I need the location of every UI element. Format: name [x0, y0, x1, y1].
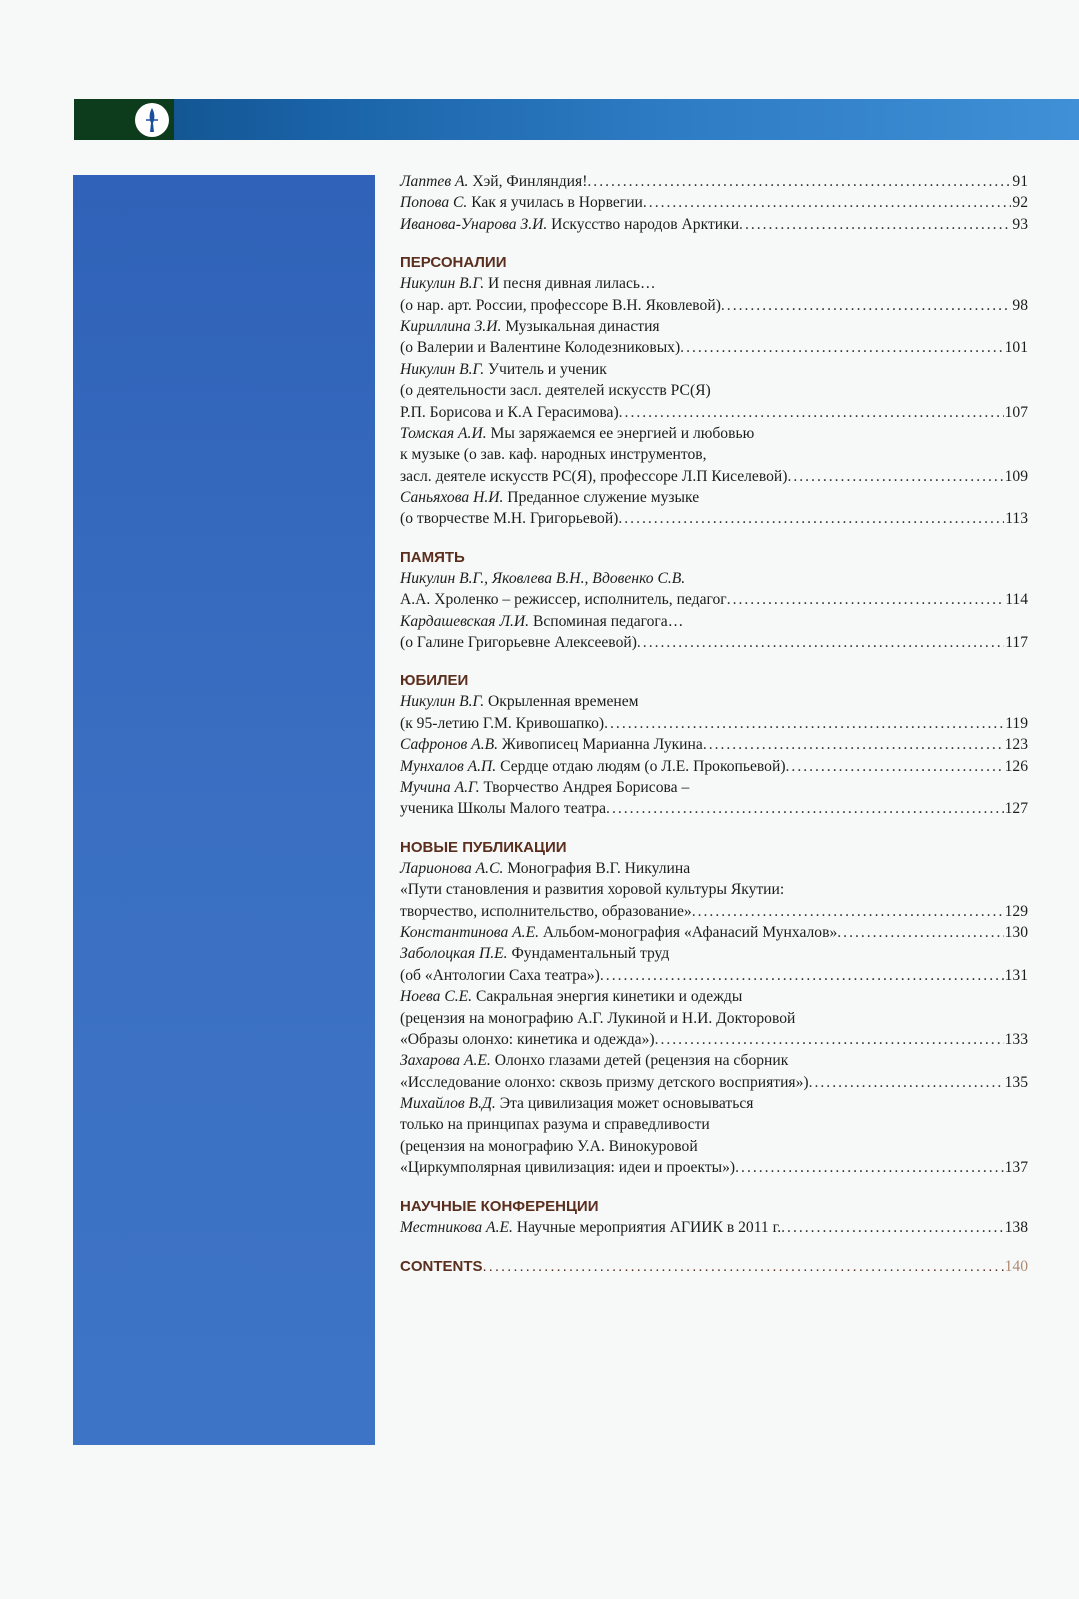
toc-entry-line[interactable]: «Исследование олонхо: сквозь призму детского восприятия») ..... 135 — [400, 1072, 1028, 1093]
toc-entry-line[interactable]: Никулин В.Г. Учитель и ученик — [400, 360, 607, 378]
header-band — [74, 99, 1079, 140]
toc-entry-line[interactable]: (о Валерии и Валентине Колодезниковых) ..... 101 — [400, 337, 1028, 358]
section-title: НАУЧНЫЕ КОНФЕРЕНЦИИ — [400, 1197, 599, 1215]
side-color-panel — [73, 175, 375, 1445]
toc-entry-line[interactable]: (рецензия на монографию У.А. Винокуровой — [400, 1137, 698, 1155]
section-title: НОВЫЕ ПУБЛИКАЦИИ — [400, 838, 567, 856]
toc-contents-entry[interactable] — [400, 1255, 1028, 1279]
contents-page: 140 — [1004, 1258, 1028, 1276]
toc-entry-line[interactable]: только на принципах разума и справедливости — [400, 1116, 710, 1134]
toc-entry-line[interactable]: (к 95-летию Г.М. Кривошапко) ..... 119 — [400, 713, 1028, 734]
toc-entry-line[interactable]: «Пути становления и развития хоровой культуры Якутии: — [400, 881, 785, 899]
section-novye-publikacii — [400, 837, 1028, 1179]
toc-top-entries — [400, 171, 1028, 235]
toc-entry[interactable]: Константинова А.Е. Альбом-монография «Афанасий Мунхалов» ..... 130 — [400, 922, 1028, 943]
toc-entry-line[interactable]: (об «Антологии Саха театра») ..... 131 — [400, 965, 1028, 986]
section-yubilei — [400, 670, 1028, 819]
section-title: ПАМЯТЬ — [400, 548, 465, 566]
toc-entry-line[interactable]: «Циркумполярная цивилизация: идеи и проекты») ..... 137 — [400, 1157, 1028, 1178]
toc-entry-line[interactable]: Ларионова А.С. Монография В.Г. Никулина — [400, 859, 691, 877]
toc-entry-line[interactable]: Томская А.И. Мы заряжаемся ее энергией и любовью — [400, 424, 755, 442]
toc-entry[interactable]: Иванова-Унарова З.И. Искусство народов Арктики ..... 93 — [400, 214, 1028, 235]
toc-entry-line[interactable]: Никулин В.Г. Окрыленная временем — [400, 693, 639, 711]
toc-entry-line[interactable]: (о творчестве М.Н. Григорьевой) ..... 113 — [400, 508, 1028, 529]
toc-entry-line[interactable]: Мучина А.Г. Творчество Андрея Борисова – — [400, 778, 690, 796]
toc-entry-line[interactable]: ученика Школы Малого театра ..... 127 — [400, 798, 1028, 819]
toc-entry[interactable]: Сафронов А.В. Живописец Марианна Лукина ..... 123 — [400, 734, 1028, 755]
section-pamyat — [400, 547, 1028, 654]
section-title: ЮБИЛЕИ — [400, 672, 469, 690]
toc-entry-line[interactable]: Саньяхова Н.И. Преданное служение музыке — [400, 489, 700, 507]
toc-entry-line[interactable]: Михайлов В.Д. Эта цивилизация может основываться — [400, 1095, 754, 1113]
toc-entry-line[interactable]: А.А. Хроленко – режиссер, исполнитель, педагог ..... 114 — [400, 589, 1028, 610]
table-of-contents — [400, 171, 1028, 1279]
toc-entry-line[interactable]: Заболоцкая П.Е. Фундаментальный труд — [400, 945, 670, 963]
section-title: ПЕРСОНАЛИИ — [400, 254, 507, 272]
toc-entry-line[interactable]: (о деятельности засл. деятелей искусств РС(Я) — [400, 382, 711, 400]
toc-entry-line[interactable]: (о нар. арт. России, профессоре В.Н. Яковлевой) ..... 98 — [400, 295, 1028, 316]
toc-entry[interactable]: Попова С. Как я училась в Норвегии ..... 92 — [400, 192, 1028, 213]
section-personalii — [400, 252, 1028, 530]
toc-entry[interactable]: Местникова А.Е. Научные мероприятия АГИИК в 2011 г. ..... 138 — [400, 1217, 1028, 1238]
toc-entry-line[interactable]: к музыке (о зав. каф. народных инструментов, — [400, 446, 707, 464]
section-nauchnye-konferencii — [400, 1196, 1028, 1238]
toc-entry-line[interactable]: творчество, исполнительство, образование» ..... 129 — [400, 901, 1028, 922]
toc-entry-line[interactable]: засл. деятеле искусств РС(Я), профессоре Л.П Киселевой) ..... 109 — [400, 466, 1028, 487]
journal-logo-icon — [135, 103, 169, 137]
toc-entry-line[interactable]: Р.П. Борисова и К.А Герасимова) ..... 107 — [400, 402, 1028, 423]
toc-entry-line[interactable]: Кириллина З.И. Музыкальная династия — [400, 317, 660, 335]
toc-entry[interactable]: Лаптев А. Хэй, Финляндия! ..... 91 — [400, 171, 1028, 192]
toc-entry-line[interactable]: (о Галине Григорьевне Алексеевой) ..... 117 — [400, 632, 1028, 653]
toc-entry-line[interactable]: Никулин В.Г. И песня дивная лилась… — [400, 275, 656, 293]
toc-entry-line[interactable]: Кардашевская Л.И. Вспоминая педагога… — [400, 612, 684, 630]
toc-entry-line[interactable]: «Образы олонхо: кинетика и одежда») ..... 133 — [400, 1029, 1028, 1050]
toc-entry-line[interactable]: Никулин В.Г., Яковлева В.Н., Вдовенко С.В. — [400, 569, 686, 587]
toc-entry-line[interactable]: Захарова А.Е. Олонхо глазами детей (рецензия на сборник — [400, 1052, 789, 1070]
contents-label: CONTENTS — [400, 1258, 483, 1276]
toc-entry-line[interactable]: (рецензия на монографию А.Г. Лукиной и Н.И. Докторовой — [400, 1009, 796, 1027]
toc-entry[interactable]: Мунхалов А.П. Сердце отдаю людям (о Л.Е. Прокопьевой) ..... 126 — [400, 756, 1028, 777]
toc-entry-line[interactable]: Ноева С.Е. Сакральная энергия кинетики и одежды — [400, 988, 743, 1006]
